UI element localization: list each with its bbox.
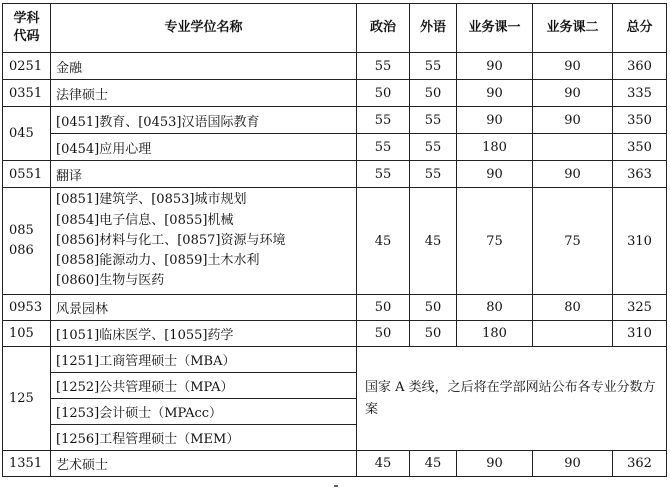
row-major: 金融 (51, 53, 357, 80)
row-total: 335 (613, 80, 667, 107)
row-course1: 90 (457, 107, 533, 134)
row-major: [1253]会计硕士（MPAcc） (51, 399, 357, 425)
row-major: 翻译 (51, 161, 357, 188)
row-code: 0953 (3, 295, 51, 321)
row-course1: 180 (457, 134, 533, 161)
row-politics: 50 (357, 80, 410, 107)
row-code (3, 188, 51, 295)
row-major: 艺术硕士 (51, 451, 357, 477)
row-code: 125 (3, 347, 51, 451)
row-foreign: 45 (410, 188, 457, 295)
row-course1: 180 (457, 321, 533, 347)
row-major: [0454]应用心理 (51, 134, 357, 161)
row-politics: 55 (357, 53, 410, 80)
page-mark (334, 485, 338, 487)
row-course2: 75 (533, 188, 613, 295)
row-note: 国家 A 类线，之后将在学部网站公布各专业分数方案 (357, 347, 667, 451)
table-row (3, 53, 667, 80)
table-row (3, 321, 667, 347)
row-code: 0551 (3, 161, 51, 188)
row-politics: 45 (357, 451, 410, 477)
table-row (3, 295, 667, 321)
table-row (3, 347, 667, 373)
row-code: 045 (3, 107, 51, 161)
table-row (3, 451, 667, 477)
row-politics: 50 (357, 295, 410, 321)
row-course2: 90 (533, 53, 613, 80)
row-foreign: 55 (410, 134, 457, 161)
row-major: 风景园林 (51, 295, 357, 321)
row-code: 1351 (3, 451, 51, 477)
header-total: 总分 (613, 4, 667, 53)
row-foreign: 50 (410, 80, 457, 107)
header-code-line2: 代码 (13, 29, 40, 44)
row-politics: 55 (357, 107, 410, 134)
row-major-line: [0854]电子信息、[0855]机械 (56, 212, 234, 228)
row-major: 法律硕士 (51, 80, 357, 107)
header-row (3, 4, 667, 53)
row-major: [0451]教育、[0453]汉语国际教育 (51, 107, 357, 134)
row-course2: 90 (533, 107, 613, 134)
row-major (51, 188, 357, 295)
row-major-line: [0860]生物与医药 (56, 273, 165, 289)
header-course1: 业务课一 (457, 4, 533, 53)
row-politics: 50 (357, 321, 410, 347)
row-foreign: 55 (410, 161, 457, 188)
row-total: 360 (613, 53, 667, 80)
header-major: 专业学位名称 (51, 4, 357, 53)
header-course2: 业务课二 (533, 4, 613, 53)
row-politics: 45 (357, 188, 410, 295)
row-total: 310 (613, 321, 667, 347)
table-row (3, 188, 667, 295)
row-course1: 90 (457, 53, 533, 80)
row-total: 363 (613, 161, 667, 188)
row-course2 (533, 134, 613, 161)
row-major-line: [0851]建筑学、[0853]城市规划 (56, 192, 247, 208)
row-major: [1256]工程管理硕士（MEM） (51, 425, 357, 451)
row-course2 (533, 321, 613, 347)
row-major: [1252]公共管理硕士（MPA） (51, 373, 357, 399)
row-total: 362 (613, 451, 667, 477)
row-major: [1051]临床医学、[1055]药学 (51, 321, 357, 347)
table-row (3, 134, 667, 161)
row-course2: 90 (533, 161, 613, 188)
header-code-line1: 学科 (13, 11, 40, 26)
row-code: 0251 (3, 53, 51, 80)
row-code-line: 086 (9, 243, 34, 258)
header-code (3, 4, 51, 53)
row-course1: 80 (457, 295, 533, 321)
row-course2: 90 (533, 451, 613, 477)
row-code: 105 (3, 321, 51, 347)
header-politics: 政治 (357, 4, 410, 53)
row-major-line: [0858]能源动力、[0859]土木水利 (56, 253, 260, 269)
row-course1: 90 (457, 161, 533, 188)
row-politics: 55 (357, 161, 410, 188)
row-total: 350 (613, 134, 667, 161)
row-total: 310 (613, 188, 667, 295)
row-foreign: 45 (410, 451, 457, 477)
row-foreign: 55 (410, 107, 457, 134)
row-major: [1251]工商管理硕士（MBA） (51, 347, 357, 373)
table-row (3, 80, 667, 107)
row-course1: 90 (457, 80, 533, 107)
header-foreign: 外语 (410, 4, 457, 53)
row-code: 0351 (3, 80, 51, 107)
row-course2: 80 (533, 295, 613, 321)
row-foreign: 50 (410, 295, 457, 321)
row-major-line: [0856]材料与化工、[0857]资源与环境 (56, 232, 286, 248)
table-row (3, 161, 667, 188)
row-foreign: 50 (410, 321, 457, 347)
row-total: 350 (613, 107, 667, 134)
row-course1: 90 (457, 451, 533, 477)
score-table (2, 3, 667, 477)
row-course1: 75 (457, 188, 533, 295)
row-total: 325 (613, 295, 667, 321)
row-foreign: 55 (410, 53, 457, 80)
table-row (3, 107, 667, 134)
row-code-line: 085 (9, 223, 34, 238)
row-course2: 90 (533, 80, 613, 107)
row-politics: 55 (357, 134, 410, 161)
